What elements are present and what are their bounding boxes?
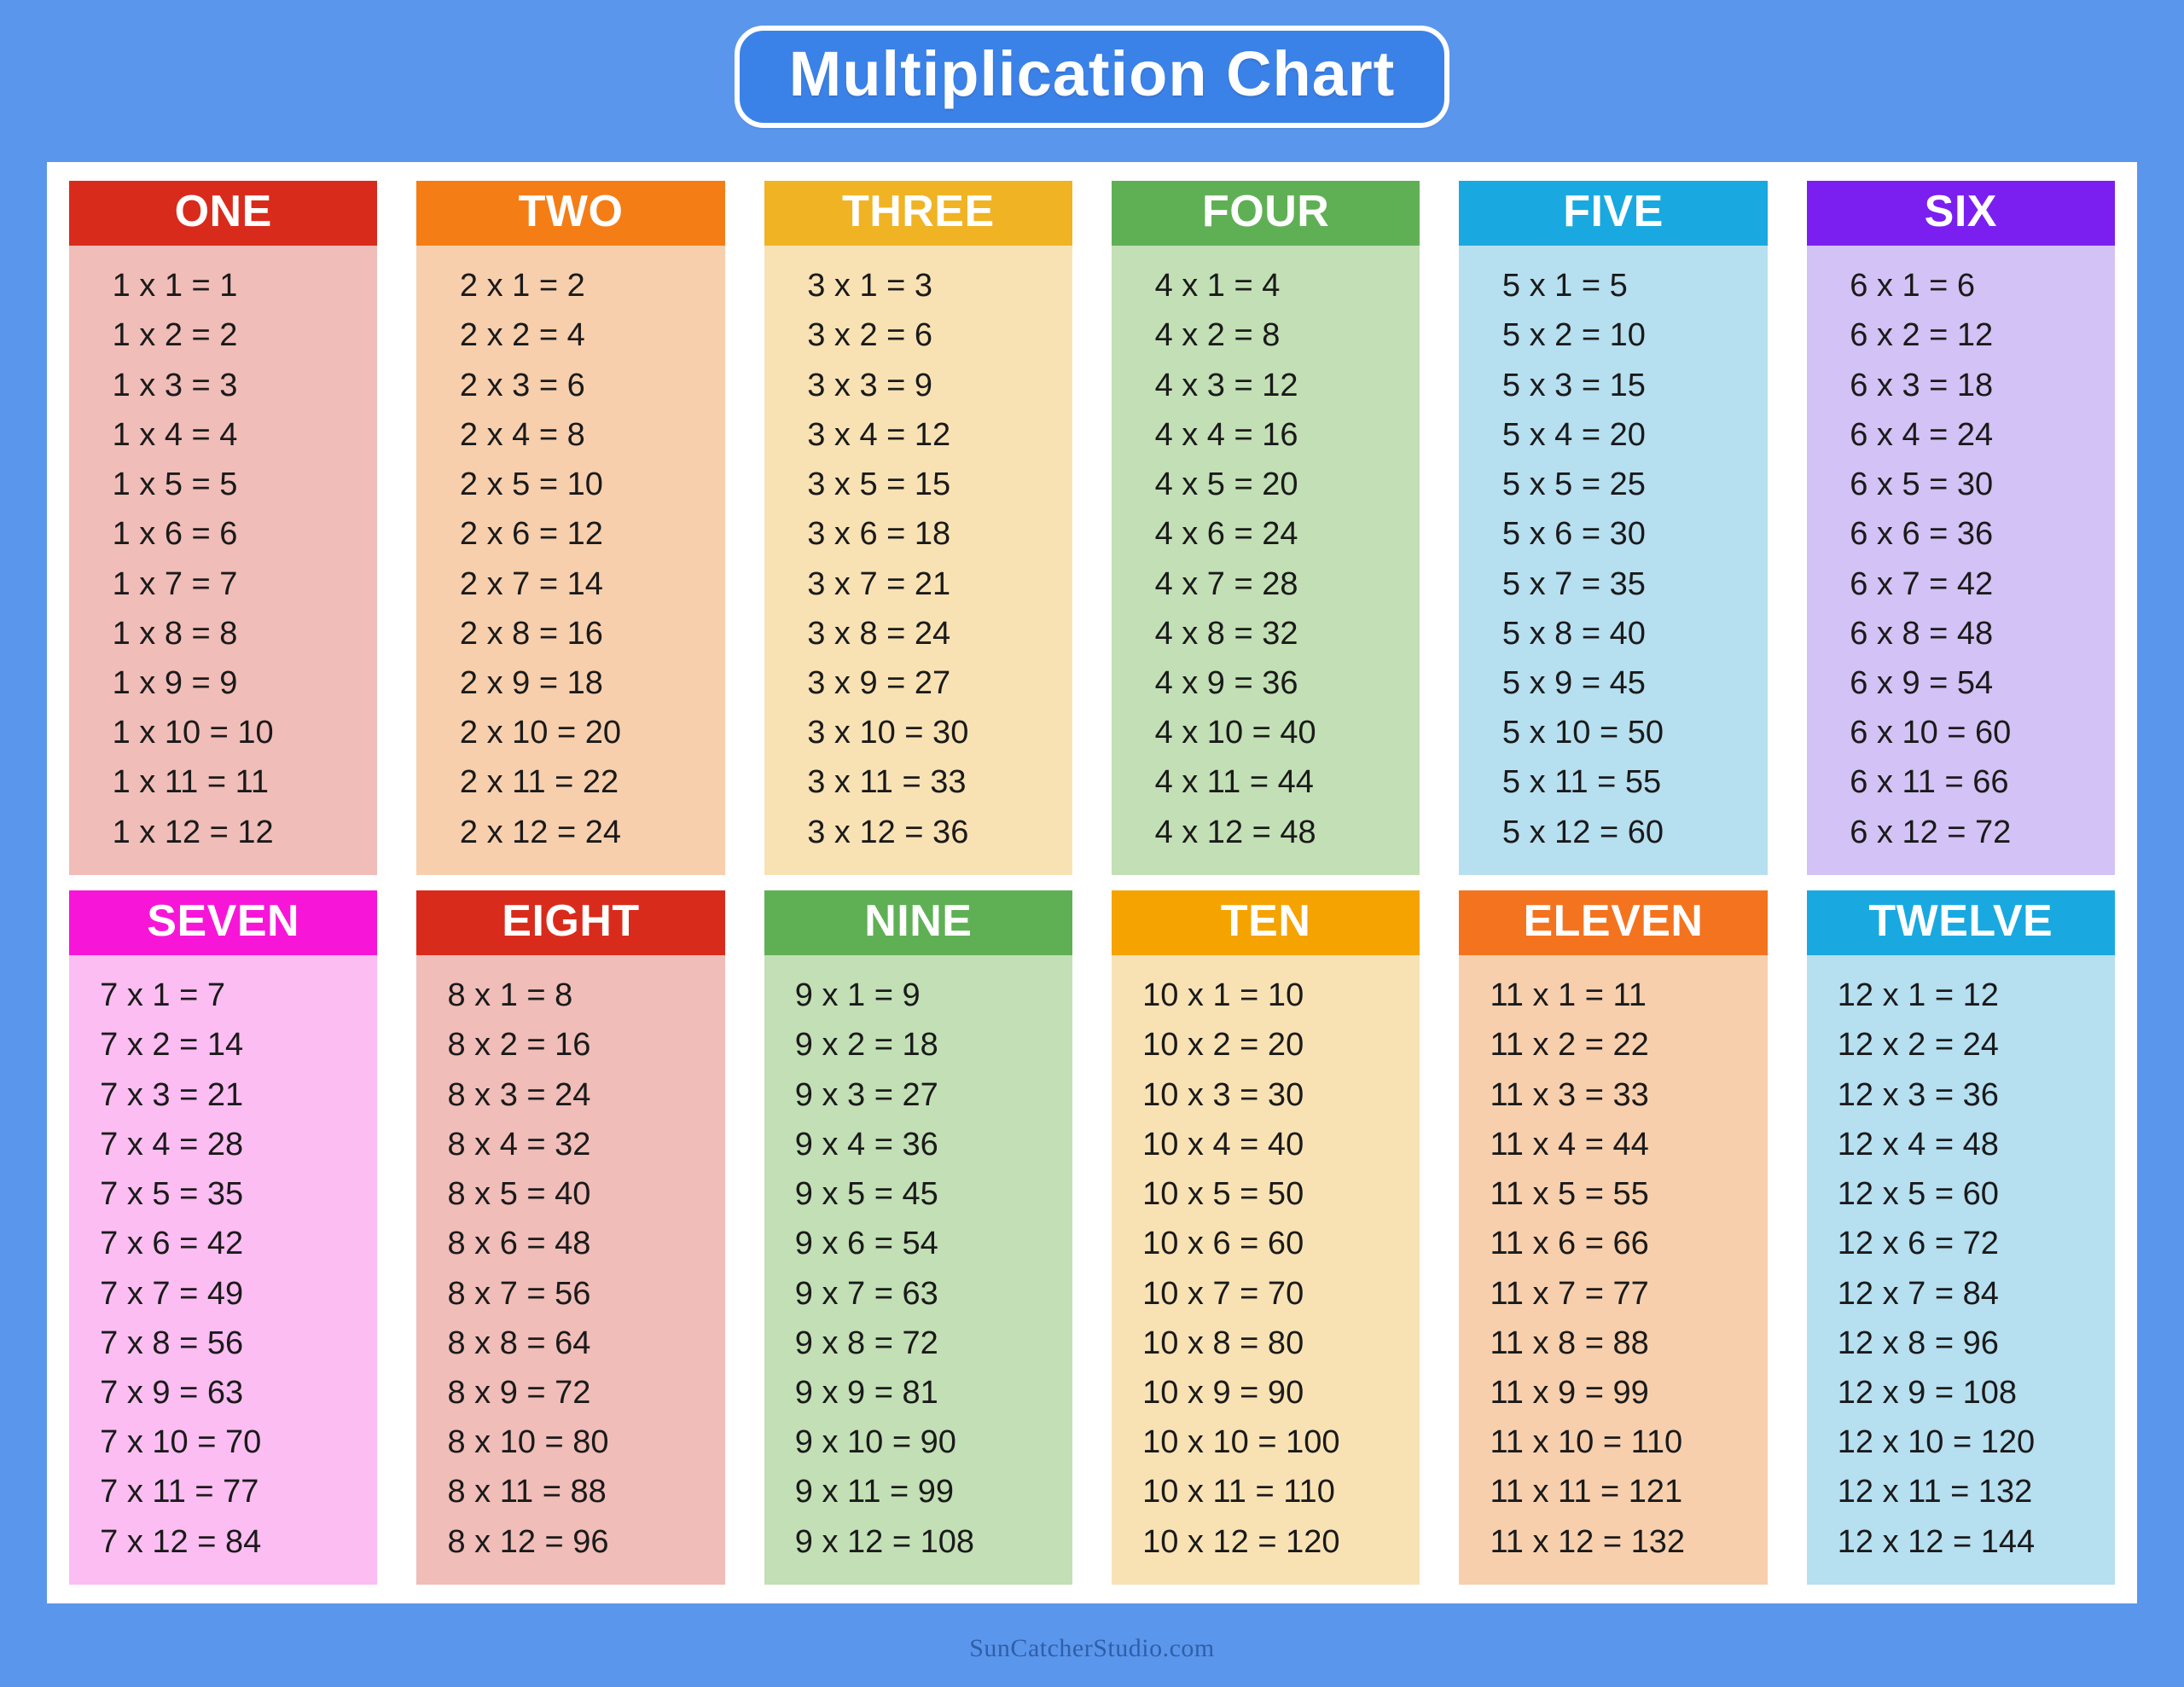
table-card-body (1459, 955, 1767, 1585)
multiplication-fact: 3 x 4 = 12 (807, 416, 951, 453)
multiplication-fact: 6 x 11 = 66 (1850, 764, 2009, 801)
multiplication-fact: 2 x 5 = 10 (459, 467, 603, 503)
multiplication-fact: 4 x 2 = 8 (1154, 317, 1281, 354)
multiplication-fact: 4 x 10 = 40 (1154, 715, 1316, 751)
multiplication-fact: 3 x 7 = 21 (807, 565, 951, 602)
multiplication-fact: 7 x 11 = 77 (100, 1474, 259, 1510)
table-card-ten (1112, 890, 1420, 1585)
multiplication-fact: 6 x 3 = 18 (1850, 367, 1994, 403)
multiplication-fact: 6 x 7 = 42 (1850, 565, 1994, 602)
multiplication-fact: 5 x 5 = 25 (1502, 467, 1646, 503)
multiplication-fact: 12 x 2 = 24 (1837, 1027, 1999, 1064)
multiplication-fact: 10 x 10 = 100 (1142, 1424, 1340, 1461)
title-pill (735, 26, 1450, 128)
multiplication-fact: 8 x 2 = 16 (447, 1027, 591, 1064)
multiplication-fact: 10 x 7 = 70 (1142, 1275, 1304, 1312)
multiplication-fact: 9 x 2 = 18 (794, 1027, 938, 1064)
multiplication-fact: 8 x 8 = 64 (447, 1325, 591, 1361)
multiplication-fact: 2 x 2 = 4 (459, 317, 585, 354)
multiplication-fact: 10 x 1 = 10 (1142, 977, 1304, 1014)
table-card-body (416, 246, 724, 875)
multiplication-fact: 2 x 11 = 22 (459, 764, 619, 801)
multiplication-fact: 11 x 2 = 22 (1490, 1027, 1649, 1064)
multiplication-fact: 6 x 9 = 54 (1850, 664, 1994, 701)
table-card-twelve (1807, 890, 2115, 1585)
multiplication-fact: 10 x 8 = 80 (1142, 1325, 1304, 1361)
table-card-body (69, 955, 377, 1585)
multiplication-fact: 8 x 5 = 40 (447, 1176, 591, 1213)
table-card-two (416, 181, 724, 875)
title-container (0, 26, 2184, 128)
multiplication-fact: 3 x 8 = 24 (807, 615, 951, 652)
table-card-eleven (1459, 890, 1767, 1585)
table-card-header: EIGHT (416, 890, 724, 955)
multiplication-fact: 5 x 3 = 15 (1502, 367, 1646, 403)
multiplication-fact: 4 x 3 = 12 (1154, 367, 1298, 403)
multiplication-fact: 3 x 12 = 36 (807, 814, 969, 850)
multiplication-fact: 2 x 8 = 16 (459, 615, 603, 652)
multiplication-fact: 5 x 9 = 45 (1502, 664, 1646, 701)
multiplication-fact: 8 x 7 = 56 (447, 1275, 591, 1312)
table-card-header: SIX (1807, 181, 2115, 246)
multiplication-fact: 8 x 4 = 32 (447, 1126, 591, 1162)
footer-credit: SunCatcherStudio.com (969, 1634, 1215, 1662)
multiplication-fact: 1 x 1 = 1 (112, 268, 238, 304)
multiplication-fact: 2 x 3 = 6 (459, 367, 585, 403)
table-card-eight (416, 890, 724, 1585)
multiplication-fact: 10 x 12 = 120 (1142, 1523, 1340, 1560)
multiplication-fact: 5 x 1 = 5 (1502, 268, 1628, 304)
multiplication-fact: 9 x 3 = 27 (794, 1076, 938, 1113)
multiplication-fact: 8 x 1 = 8 (447, 977, 573, 1014)
multiplication-fact: 9 x 9 = 81 (794, 1374, 938, 1411)
table-card-nine (764, 890, 1072, 1585)
multiplication-fact: 3 x 10 = 30 (807, 715, 969, 751)
multiplication-fact: 6 x 12 = 72 (1850, 814, 2012, 850)
multiplication-fact: 10 x 4 = 40 (1142, 1126, 1304, 1162)
table-card-one (69, 181, 377, 875)
multiplication-fact: 11 x 9 = 99 (1490, 1374, 1649, 1411)
multiplication-fact: 11 x 5 = 55 (1490, 1176, 1649, 1213)
multiplication-fact: 3 x 1 = 3 (807, 268, 933, 304)
multiplication-fact: 9 x 7 = 63 (794, 1275, 938, 1312)
multiplication-fact: 12 x 7 = 84 (1837, 1275, 1999, 1312)
multiplication-fact: 5 x 12 = 60 (1502, 814, 1664, 850)
multiplication-fact: 12 x 11 = 132 (1837, 1474, 2033, 1510)
multiplication-fact: 2 x 7 = 14 (459, 565, 603, 602)
multiplication-fact: 2 x 9 = 18 (459, 664, 603, 701)
multiplication-fact: 5 x 7 = 35 (1502, 565, 1646, 602)
table-card-six (1807, 181, 2115, 875)
table-card-body (69, 246, 377, 875)
multiplication-fact: 6 x 2 = 12 (1850, 317, 1994, 354)
table-card-header: THREE (764, 181, 1072, 246)
multiplication-fact: 10 x 2 = 20 (1142, 1027, 1304, 1064)
multiplication-fact: 4 x 9 = 36 (1154, 664, 1298, 701)
multiplication-fact: 8 x 11 = 88 (447, 1474, 607, 1510)
multiplication-fact: 4 x 1 = 4 (1154, 268, 1281, 304)
table-card-seven (69, 890, 377, 1585)
multiplication-fact: 2 x 1 = 2 (459, 268, 585, 304)
multiplication-fact: 11 x 12 = 132 (1490, 1523, 1685, 1560)
multiplication-fact: 2 x 4 = 8 (459, 416, 585, 453)
table-card-header: FOUR (1112, 181, 1420, 246)
multiplication-fact: 3 x 11 = 33 (807, 764, 967, 801)
table-card-three (764, 181, 1072, 875)
multiplication-fact: 1 x 5 = 5 (112, 467, 238, 503)
multiplication-fact: 1 x 9 = 9 (112, 664, 238, 701)
multiplication-fact: 11 x 1 = 11 (1490, 977, 1647, 1014)
multiplication-fact: 12 x 5 = 60 (1837, 1176, 1999, 1213)
table-card-body (1112, 246, 1420, 875)
multiplication-fact: 9 x 10 = 90 (794, 1424, 956, 1461)
multiplication-fact: 11 x 3 = 33 (1490, 1076, 1649, 1113)
multiplication-fact: 7 x 12 = 84 (100, 1523, 262, 1560)
multiplication-fact: 7 x 10 = 70 (100, 1424, 262, 1461)
multiplication-fact: 11 x 10 = 110 (1490, 1424, 1683, 1461)
multiplication-fact: 1 x 4 = 4 (112, 416, 238, 453)
multiplication-fact: 8 x 10 = 80 (447, 1424, 609, 1461)
table-card-body (1807, 955, 2115, 1585)
multiplication-fact: 9 x 1 = 9 (794, 977, 921, 1014)
multiplication-fact: 6 x 8 = 48 (1850, 615, 1994, 652)
multiplication-fact: 4 x 6 = 24 (1154, 516, 1298, 553)
multiplication-fact: 4 x 5 = 20 (1154, 467, 1298, 503)
multiplication-fact: 3 x 3 = 9 (807, 367, 933, 403)
multiplication-fact: 5 x 8 = 40 (1502, 615, 1646, 652)
multiplication-fact: 11 x 11 = 121 (1490, 1474, 1683, 1510)
table-card-header: FIVE (1459, 181, 1767, 246)
table-card-header: TWO (416, 181, 724, 246)
multiplication-fact: 9 x 12 = 108 (794, 1523, 975, 1560)
page-title: Multiplication Chart (788, 38, 1396, 109)
multiplication-fact: 7 x 2 = 14 (100, 1027, 244, 1064)
multiplication-fact: 11 x 8 = 88 (1490, 1325, 1649, 1361)
multiplication-fact: 3 x 5 = 15 (807, 467, 951, 503)
multiplication-fact: 6 x 1 = 6 (1850, 268, 1976, 304)
multiplication-fact: 12 x 12 = 144 (1837, 1523, 2036, 1560)
multiplication-fact: 8 x 6 = 48 (447, 1226, 591, 1262)
multiplication-fact: 1 x 3 = 3 (112, 367, 238, 403)
multiplication-fact: 7 x 1 = 7 (100, 977, 225, 1014)
multiplication-fact: 3 x 9 = 27 (807, 664, 951, 701)
multiplication-fact: 4 x 7 = 28 (1154, 565, 1298, 602)
multiplication-fact: 9 x 5 = 45 (794, 1176, 938, 1213)
multiplication-fact: 7 x 4 = 28 (100, 1126, 244, 1162)
multiplication-fact: 12 x 4 = 48 (1837, 1126, 1999, 1162)
multiplication-fact: 1 x 2 = 2 (112, 317, 238, 354)
multiplication-fact: 12 x 10 = 120 (1837, 1424, 2036, 1461)
multiplication-fact: 3 x 2 = 6 (807, 317, 933, 354)
multiplication-fact: 12 x 9 = 108 (1837, 1374, 2017, 1411)
chart-row-top (69, 181, 2115, 875)
multiplication-fact: 7 x 5 = 35 (100, 1176, 244, 1213)
table-card-header: SEVEN (69, 890, 377, 955)
multiplication-fact: 5 x 10 = 50 (1502, 715, 1664, 751)
multiplication-fact: 8 x 9 = 72 (447, 1374, 591, 1411)
multiplication-fact: 9 x 11 = 99 (794, 1474, 955, 1510)
multiplication-fact: 1 x 7 = 7 (112, 565, 238, 602)
multiplication-fact: 11 x 6 = 66 (1490, 1226, 1649, 1262)
table-card-body (416, 955, 724, 1585)
multiplication-fact: 5 x 2 = 10 (1502, 317, 1646, 354)
table-card-body (1459, 246, 1767, 875)
multiplication-fact: 11 x 7 = 77 (1490, 1275, 1649, 1312)
multiplication-fact: 4 x 8 = 32 (1154, 615, 1298, 652)
table-card-body (764, 246, 1072, 875)
table-card-four (1112, 181, 1420, 875)
multiplication-fact: 2 x 6 = 12 (459, 516, 603, 553)
multiplication-fact: 10 x 6 = 60 (1142, 1226, 1304, 1262)
table-card-body (1807, 246, 2115, 875)
multiplication-fact: 4 x 11 = 44 (1154, 764, 1314, 801)
multiplication-fact: 10 x 3 = 30 (1142, 1076, 1304, 1113)
table-card-header: NINE (764, 890, 1072, 955)
table-card-header: ELEVEN (1459, 890, 1767, 955)
multiplication-fact: 1 x 6 = 6 (112, 516, 238, 553)
multiplication-fact: 1 x 10 = 10 (112, 715, 274, 751)
multiplication-fact: 2 x 12 = 24 (459, 814, 621, 850)
multiplication-fact: 6 x 4 = 24 (1850, 416, 1994, 453)
multiplication-fact: 10 x 5 = 50 (1142, 1176, 1304, 1213)
multiplication-fact: 10 x 11 = 110 (1142, 1474, 1335, 1510)
multiplication-fact: 8 x 12 = 96 (447, 1523, 609, 1560)
multiplication-fact: 9 x 4 = 36 (794, 1126, 938, 1162)
multiplication-fact: 5 x 11 = 55 (1502, 764, 1662, 801)
multiplication-fact: 12 x 8 = 96 (1837, 1325, 1999, 1361)
multiplication-fact: 1 x 12 = 12 (112, 814, 274, 850)
table-card-header: ONE (69, 181, 377, 246)
multiplication-fact: 6 x 5 = 30 (1850, 467, 1994, 503)
multiplication-fact: 11 x 4 = 44 (1490, 1126, 1649, 1162)
table-card-body (1112, 955, 1420, 1585)
multiplication-fact: 8 x 3 = 24 (447, 1076, 591, 1113)
multiplication-fact: 5 x 4 = 20 (1502, 416, 1646, 453)
multiplication-fact: 7 x 7 = 49 (100, 1275, 244, 1312)
multiplication-fact: 12 x 6 = 72 (1837, 1226, 1999, 1262)
multiplication-fact: 6 x 6 = 36 (1850, 516, 1994, 553)
multiplication-fact: 4 x 4 = 16 (1154, 416, 1298, 453)
multiplication-fact: 9 x 6 = 54 (794, 1226, 938, 1262)
multiplication-fact: 7 x 3 = 21 (100, 1076, 244, 1113)
multiplication-fact: 5 x 6 = 30 (1502, 516, 1646, 553)
multiplication-fact: 7 x 8 = 56 (100, 1325, 244, 1361)
table-card-header: TWELVE (1807, 890, 2115, 955)
chart-row-bottom (69, 890, 2115, 1585)
multiplication-fact: 1 x 8 = 8 (112, 615, 238, 652)
multiplication-fact: 4 x 12 = 48 (1154, 814, 1316, 850)
multiplication-fact: 3 x 6 = 18 (807, 516, 951, 553)
multiplication-fact: 6 x 10 = 60 (1850, 715, 2012, 751)
multiplication-fact: 7 x 6 = 42 (100, 1226, 244, 1262)
table-card-header: TEN (1112, 890, 1420, 955)
multiplication-fact: 12 x 3 = 36 (1837, 1076, 1999, 1113)
multiplication-fact: 7 x 9 = 63 (100, 1374, 244, 1411)
chart-board (47, 162, 2137, 1603)
multiplication-fact: 2 x 10 = 20 (459, 715, 621, 751)
multiplication-fact: 1 x 11 = 11 (112, 764, 270, 801)
multiplication-fact: 12 x 1 = 12 (1837, 977, 1999, 1014)
multiplication-fact: 10 x 9 = 90 (1142, 1374, 1304, 1411)
table-card-body (764, 955, 1072, 1585)
table-card-five (1459, 181, 1767, 875)
multiplication-fact: 9 x 8 = 72 (794, 1325, 938, 1361)
